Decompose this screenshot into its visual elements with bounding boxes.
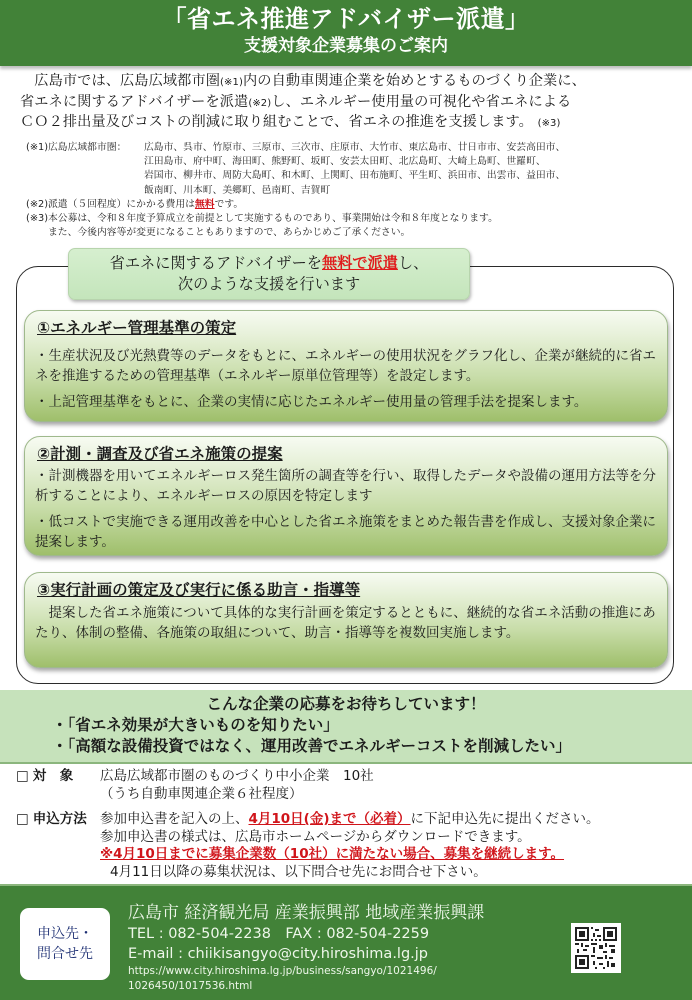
page-header: [0, 0, 692, 66]
intro-paragraph: [20, 72, 680, 134]
support-card-1: [24, 310, 668, 422]
contact-details: [128, 902, 548, 994]
municipality-list: 広島市、呉市、竹原市、三原市、三次市、庄原市、大竹市、東広島市、廿日市市、安芸高田市、 江田島市、府中町、海田町、熊野町、坂町、安芸太田町、北広島町、大崎上島町、世羅町、 岩国市、柳井市、周防大島町、和木町、上関町、田布施町、平生町、浜田市、出雲市、益田市、 飯南町、川本町、美郷町、邑南町、吉賀町: [144, 142, 566, 196]
footnote-2: (※2) 派遣（５回程度）にかかる費用は無料です。: [26, 198, 244, 210]
page-title: 「省エネ推進アドバイザー派遣」: [162, 5, 530, 33]
apply-label: 申込方法: [32, 811, 87, 827]
support-card-2: [24, 436, 668, 556]
intro-line-1: 広島市では、広島広域都市圏(※1)内の自動車関連企業を始めとするものづくり企業に、: [34, 73, 586, 89]
email-link[interactable]: E-mail : chiikisangyo@city.hiroshima.lg.jp: [128, 946, 429, 962]
target-note: （うち自動車関連企業６社程度）: [100, 785, 303, 802]
contact-footer: [0, 886, 692, 1000]
free-highlight: 無料: [194, 198, 215, 210]
footnotes: [26, 141, 676, 240]
note-ref-3: (※3): [537, 118, 561, 129]
application-info: [16, 768, 686, 881]
checkbox-icon: □: [16, 768, 29, 784]
tel-fax[interactable]: TEL : 082-504-2238 FAX : 082-504-2259: [128, 926, 430, 942]
url-link[interactable]: https://www.city.hiroshima.lg.jp/business/sangyo/1021496/ 1026450/1017536.html: [128, 965, 437, 992]
note-ref-2: (※2): [248, 97, 272, 109]
free-dispatch-highlight: 無料で派遣: [322, 254, 398, 272]
page-subtitle: 支援対象企業募集のご案内: [244, 36, 448, 56]
checkbox-icon: □: [16, 811, 29, 827]
wanted-item: ・「省エネ効果が大きいものを知りたい」: [52, 716, 339, 734]
footnote-1: (※1) 広島広域都市圏： 広島市、呉市、竹原市、三原市、三次市、庄原市、大竹市、東広島市、廿日市市、安芸高田市、 江田島市、府中町、海田町、熊野町、坂町、安芸太田町、北広島町、大崎上島町、世羅町、 岩国市、柳井市、周防大島町、和木町、上関町、田布施町、平生町、浜田市、出雲市、益田市、 飯南町、川本町、美郷町、邑南町、吉賀町: [26, 141, 676, 198]
card-bullet: ・低コストで実施できる運用改善を中心とした省エネ施策をまとめた報告書を作成し、支援対象企業に提案します。: [35, 514, 656, 550]
card-title: ②計測・調査及び省エネ施策の提案: [37, 445, 283, 463]
card-title: ①エネルギー管理基準の策定: [37, 319, 237, 337]
target-label: 対 象: [32, 768, 74, 784]
card-bullet: ・計測機器を用いてエネルギーロス発生箇所の調査等を行い、取得したデータや設備の運用方法等を分析することにより、エネルギーロスの原因を特定します: [35, 468, 656, 504]
wanted-companies: [0, 690, 692, 764]
deadline: 4月10日(金)まで（必着）: [248, 811, 411, 827]
support-card-3: [24, 572, 668, 668]
apply-row: □ 申込方法 参加申込書を記入の上、4月10日(金)まで（必着）に下記申込先に提出ください。 参加申込書の様式は、広島市ホームページからダウンロードできます。 ※4月10日までに募集企業数（10社）に満たない場合、募集を継続します。 4月11日以降の募集状況は、以下問合せ先にお問合せ下さい。: [16, 811, 600, 880]
support-banner: 省エネに関するアドバイザーを無料で派遣し、 次のような支援を行います: [68, 248, 470, 300]
department-name: 広島市 経済観光局 産業振興部 地域産業振興課: [128, 903, 485, 923]
contact-badge: 申込先・ 問合せ先: [20, 908, 110, 980]
card-bullet: ・生産状況及び光熱費等のデータをもとに、エネルギーの使用状況をグラフ化し、企業が継続的に省エネを推進するための管理基準（エネルギー原単位管理等）を設定します。: [35, 348, 656, 384]
continuation-warning: ※4月10日までに募集企業数（10社）に満たない場合、募集を継続します。: [100, 846, 565, 862]
intro-line-3: ＣＯ２排出量及びコストの削減に取り組むことで、省エネの推進を支援します。 (※3): [20, 114, 561, 130]
target-row: [16, 768, 686, 803]
wanted-item: ・「高額な設備投資ではなく、運用改善でエネルギーコストを削減したい」: [52, 737, 571, 755]
qr-code-icon[interactable]: [571, 923, 621, 973]
card-bullet: ・上記管理基準をもとに、企業の実情に応じたエネルギー使用量の管理手法を提案します。: [35, 394, 588, 410]
intro-line-2: 省エネに関するアドバイザーを派遣(※2)し、エネルギー使用量の可視化や省エネによる: [20, 93, 572, 110]
target-value: 広島広域都市圏のものづくり中小企業 10社: [100, 768, 374, 784]
wanted-heading: こんな企業の応募をお待ちしています！: [206, 695, 486, 713]
card-title: ③実行計画の策定及び実行に係る助言・指導等: [37, 581, 361, 599]
footnote-3: (※3) 本公募は、令和８年度予算成立を前提として実施するものであり、事業開始は令和８年度となります。 また、今後内容等が変更になることもありますので、あらかじめご了承ください。: [26, 213, 498, 239]
card-paragraph: 提案した省エネ施策について具体的な実行計画を策定するとともに、継続的な省エネ活動の推進にあたり、体制の整備、各施策の取組について、助言・指導等を複数回実施します。: [35, 605, 656, 641]
note-ref-1: (※1): [220, 77, 243, 88]
